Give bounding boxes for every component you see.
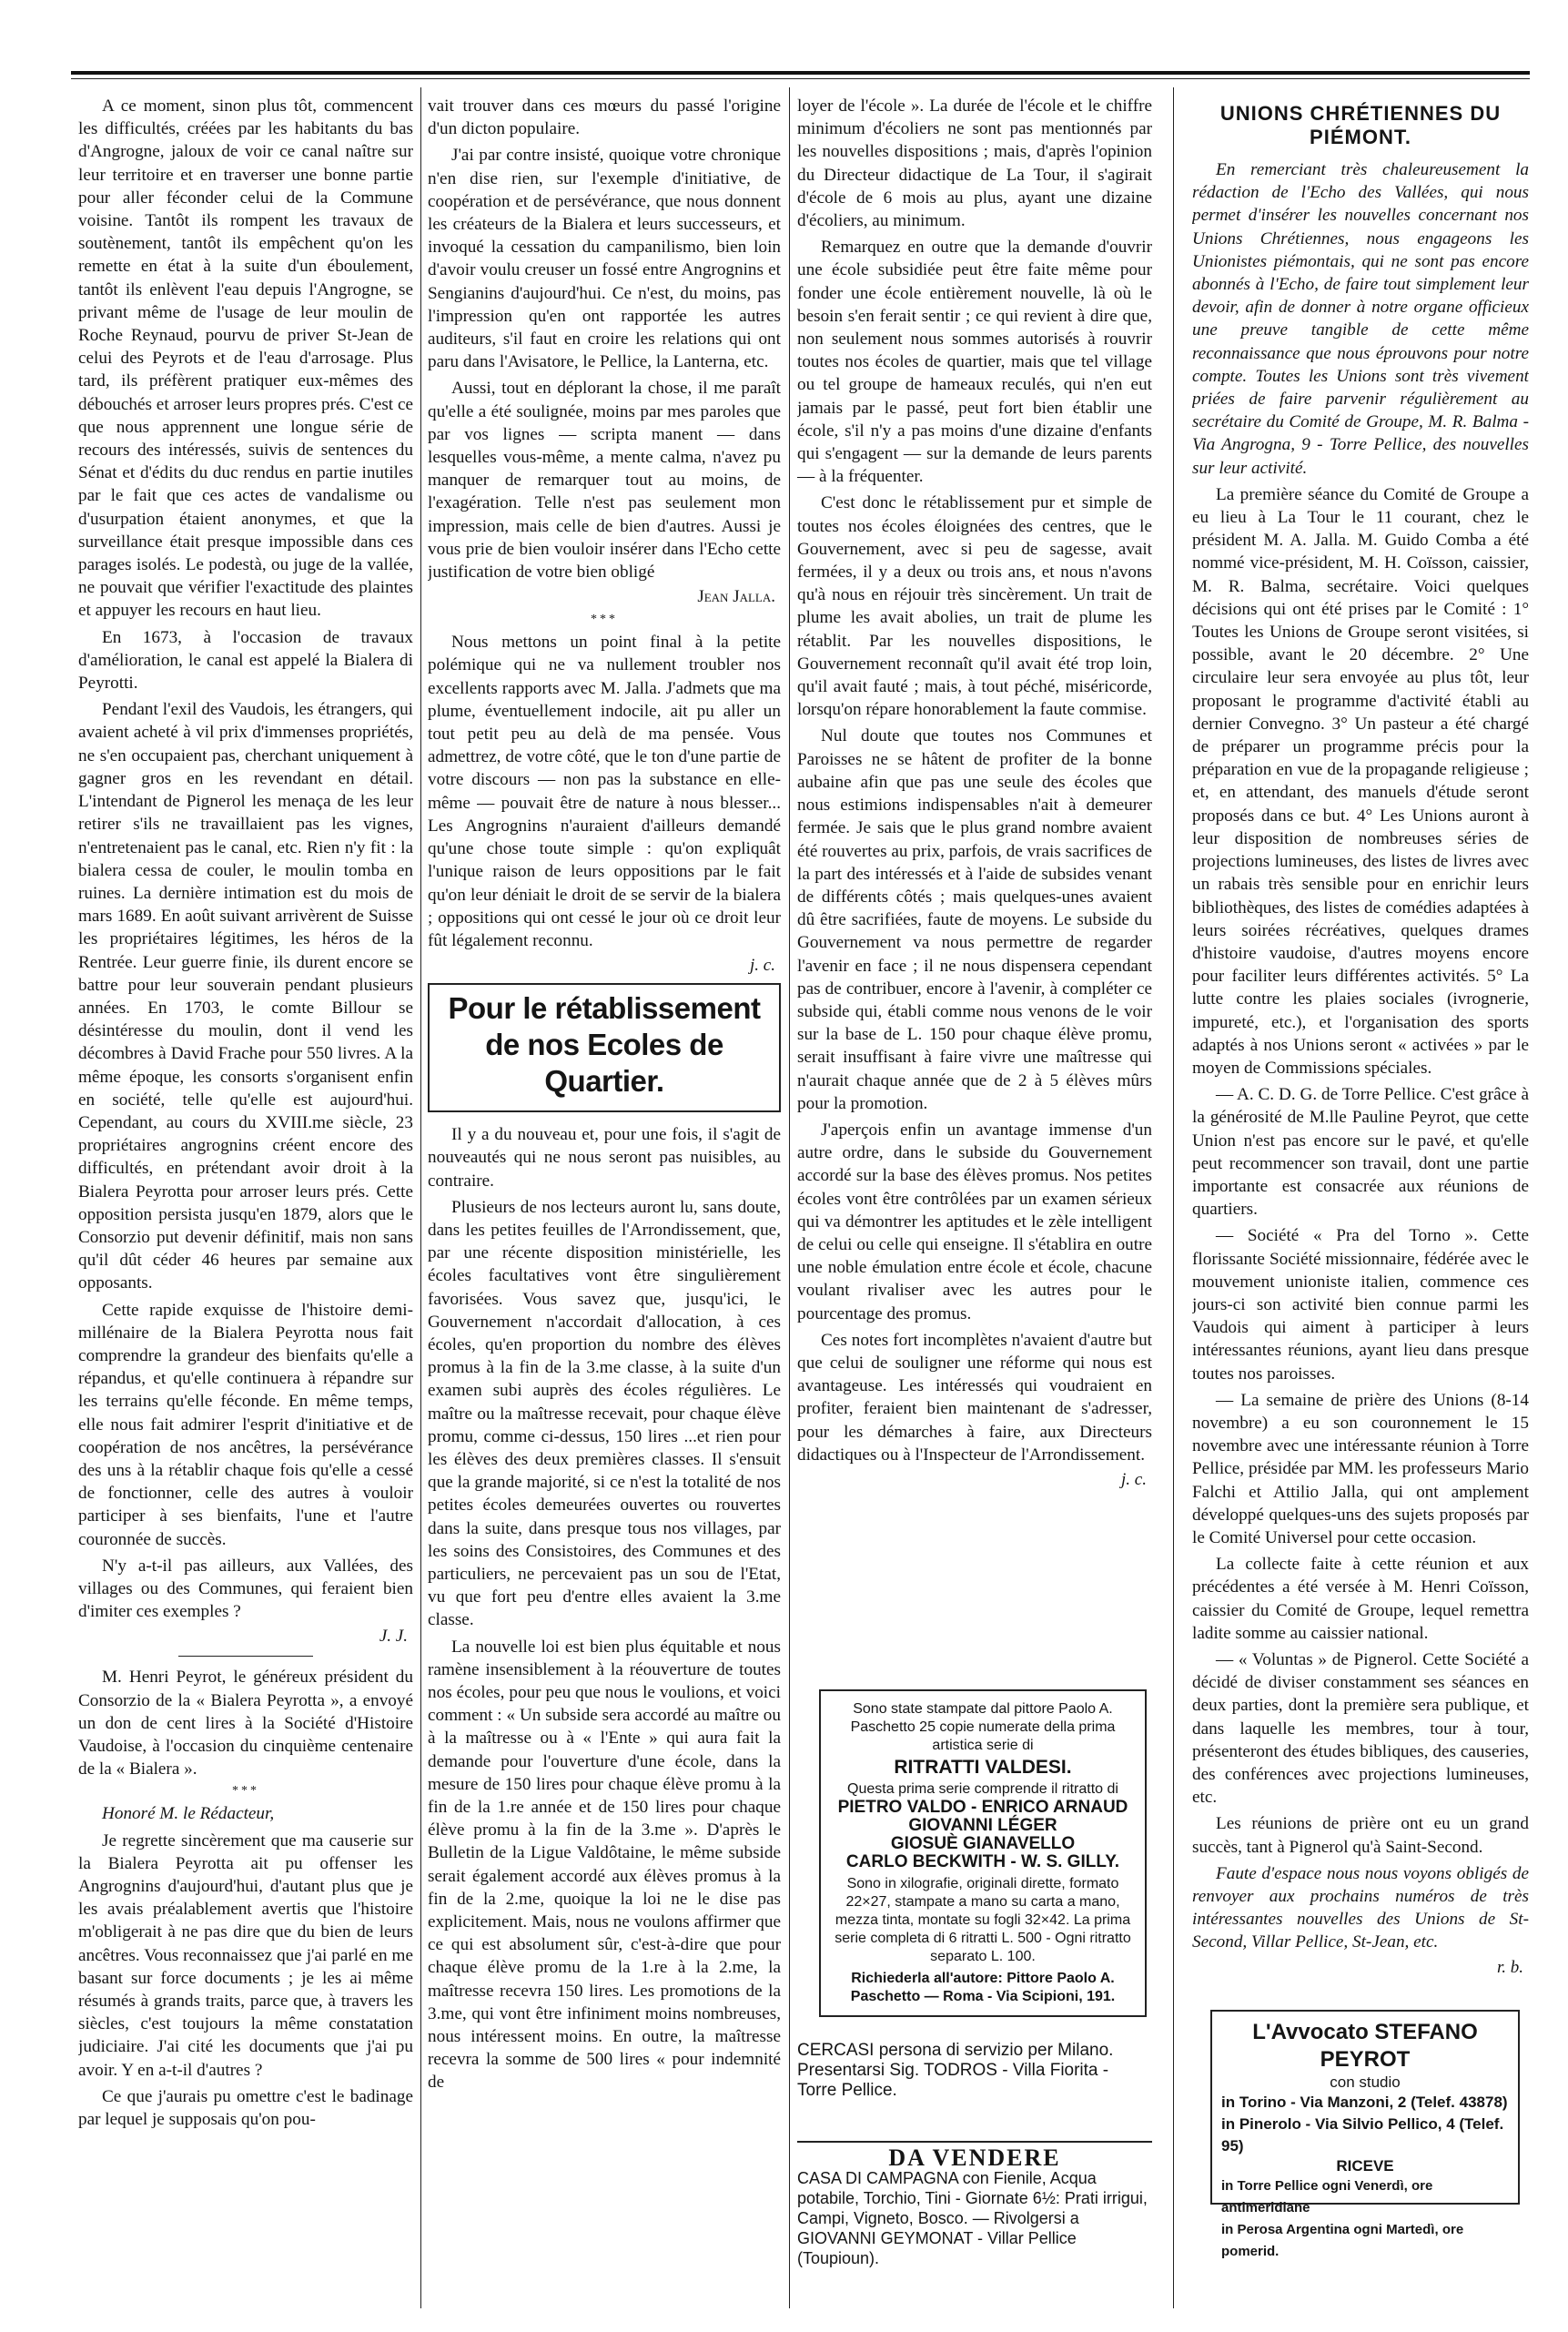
asterism: *** — [232, 1784, 259, 1799]
ad-avvocato-name: L'Avvocato STEFANO PEYROT — [1252, 2020, 1478, 2072]
intro-paragraph: En remerciant très chaleureusement la rédaction de l'Echo des Vallées, qui nous permet d'insérer les nouvelles concernant nos Unions Chrétiennes, nous engageons les Unionistes piémontais, qui ne sont pas encore abonnés à l'Echo, de faire tout simplement leur devoir, afin de donner à notre organe officieux une preuve tangible de cette même reconnaissance que nous éprouvons pour notre compte. Toutes les Unions sont très vivement priées de faire parvenir régulièrement au secrétaire du Comité de Groupe, M. R. Balma - Via Angrogna, 9 - Torre Pellice, des nouvelles sur leur activité. — [1192, 160, 1529, 478]
column-rule — [420, 87, 421, 2308]
ad-footer: Richiederla all'autore: Pittore Paolo A. Paschetto — Roma - Via Scipioni, 191. — [850, 1971, 1116, 2004]
paragraph: Plusieurs de nos lecteurs auront lu, sans doute, dans les petites feuilles de l'Arrondissement, que, par une récente disposition ministérielle, les écoles facultatives vont être singulièrement favorisées. Vous savez que, jusqu'ici, le Gouvernement n'accordait d'allocation, à ces écoles, qu'en proportion du nombre des élèves promus à la fin de la 3.me classe, à la suite d'un examen subi auprès des écoles régulières. Le maître ou la maîtresse recevait, pour chaque élève promu, comme ci-dessus, 150 lires ...et rien pour les élèves des deux premières classes. Il s'ensuit que la grande majorité, si ce n'est la totalité de nos petites écoles demeurées ouvertes ou rouvertes dans la suite, dans presque tous nos villages, par les soins des Consistoires, des Communes et des particuliers, ne percevaient pas un sou de l'Etat, vu que fort peu d'entre elles avaient la 3.me classe. — [428, 1197, 781, 1630]
asterism: *** — [591, 613, 618, 627]
ad-vendere-text: CASA DI CAMPAGNA con Fienile, Acqua potabile, Torchio, Tini - Giornate 6½: Prati irrigui, Campi, Vigneto, Bosco. — Rivolgersi a GIOVANNI GEYMONAT - Villar Pellice (Toupioun). — [797, 2169, 1148, 2267]
paragraph: Nous mettons un point final à la petite polémique qui ne va nullement troubler nos excellents rapports avec M. Jalla. J'admets que ma plume, éventuellement indocile, ait pu aller un tout petit peu au delà de ma pensée. Vous admettrez, de votre côté, que le ton d'une partie de votre discours — non pas la substance en elle-même — pouvait être de nature à nous blesser... Les Angrognins n'auraient d'ailleurs demandé qu'une chose toute simple : qu'on expliquât l'unique raison de leurs oppositions par le fait qu'on leur déniait le droit de se servir de la bialera ; oppositions qui ont cessé le jour où ce droit leur fût légalement reconnu. — [428, 633, 781, 950]
signature: r. b. — [1496, 1957, 1523, 1977]
paragraph: — « Voluntas » de Pignerol. Cette Société a décidé de diviser constamment ses séances en deux parties, dont la première sera publique, et dans laquelle les membres, tour à tour, présenteront des études bibliques, des causeries, des conférences avec projections lumineuses, etc. — [1192, 1650, 1529, 1808]
signature: J. J. — [379, 1627, 408, 1647]
top-rule — [71, 71, 1530, 75]
column-3 — [797, 95, 1152, 1678]
paragraph: M. Henri Peyrot, le généreux président du Consorzio de la « Bialera Peyrotta », a envoyé un don de cent lires à la Société d'Histoire Vaudoise, à l'occasion du cinquième centenaire de la « Bialera ». — [78, 1668, 413, 1779]
paragraph: Les réunions de prière ont eu un grand succès, tant à Pignerol qu'à Saint-Second. — [1192, 1814, 1529, 1857]
ad-names: PIETRO VALDO - ENRICO ARNAUD — [837, 1798, 1128, 1817]
signature: j. c. — [1121, 1469, 1147, 1489]
paragraph: Je regrette sincèrement que ma causerie sur la Bialera Peyrotta ait pu offenser les Angrognins d'aujourd'hui, d'autant plus que je les avais préalablement avertis que l'histoire m'obligerait à ne pas dire que du bien de leurs ancêtres. Vous reconnaissez que j'ai parlé en me basant sur force documents ; je les ai même résumés à grands traits, parce que, à travers les siècles, c'est toujours la même constatation judiciaire. J'ai cité les documents que j'ai pu avoir. Y en a-t-il d'autres ? — [78, 1830, 413, 2080]
ad-avvocato-torino: in Torino - Via Manzoni, 2 (Telef. 43878) — [1221, 2094, 1508, 2111]
headline: de nos Ecoles de Quartier. — [485, 1028, 723, 1099]
paragraph: Il y a du nouveau et, pour une fois, il s'agit de nouveautés qui ne nous seront pas nuisibles, au contraire. — [428, 1125, 781, 1191]
ad-body: Sono in xilografie, originali dirette, formato 22×27, stampate a mano su carta a mano, mezza tinta, montate su fogli 32×42. La prima serie completa di 6 ritratti L. 500 - Ogni ritratto separato L. 100. — [835, 1876, 1131, 1964]
top-rule-thin — [71, 78, 1530, 79]
section-title: UNIONS CHRÉTIENNES DU PIÉMONT. — [1219, 102, 1502, 148]
paragraph: loyer de l'école ». La durée de l'école et le chiffre minimum d'écoliers ne sont pas mentionnés par les nouvelles dispositions ; mais, d'après l'opinion du Directeur didactique de La Tour, il s'agirait d'école de 6 mois au plus, ayant une dizaine d'écoliers, au minimum. — [797, 96, 1152, 231]
column-rule — [1173, 87, 1174, 2308]
ad-avvocato-torre: in Torre Pellice ogni Venerdì, ore antimeridiane — [1221, 2178, 1433, 2215]
paragraph: Nul doute que toutes nos Communes et Paroisses ne se hâtent de profiter de la bonne aubaine afin que pas une seule des écoles que nous estimions indispensables n'ait à demeurer fermée. Je sais que le plus grand nombre avaient été rouvertes au prix, parfois, de vrais sacrifices de la part des intéressés et à l'aide de subsides venant de différents côtés ; mais quelques-unes avaient dû être sacrifiées, faute de moyens. Le subside du Gouvernement va nous permettre de regarder l'avenir en face ; il ne nous dispensera cependant pas de contribuer, encore à l'avenir, à compléter ce subside qui, établi comme nous venons de le voir sur la base de L. 150 pour chaque élève promu, serait insuffisant à faire vivre une maîtresse qui n'aurait chaque année que de 2 à 5 élèves mûrs pour la promotion. — [797, 726, 1152, 1113]
salutation: Honoré M. le Rédacteur, — [102, 1804, 275, 1824]
headline: Pour le rétablissement — [448, 991, 761, 1026]
column-4 — [1192, 95, 1529, 1997]
paragraph: — A. C. D. G. de Torre Pellice. C'est grâce à la générosité de M.lle Pauline Peyrot, que cette Union n'est pas encore sur le pavé, et qu'elle peut recommencer son travail, dont une partie importante est consacrée aux réunions de quartiers. — [1192, 1085, 1529, 1220]
ad-avvocato — [1210, 2010, 1520, 2259]
ad-avvocato-perosa: in Perosa Argentina ogni Martedì, ore pomerid. — [1221, 2222, 1464, 2259]
signature: Jean Jalla. — [697, 587, 775, 607]
ad-cercasi — [797, 2041, 1152, 2101]
ad-title: RITRATTI VALDESI. — [894, 1757, 1072, 1778]
ad-avvocato-pinerolo: in Pinerolo - Via Silvio Pellico, 4 (Telef. 95) — [1221, 2115, 1504, 2155]
ad-names: CARLO BECKWITH - W. S. GILLY. — [845, 1852, 1120, 1871]
column-1 — [78, 95, 413, 2316]
ad-intro: Sono state stampate dal pittore Paolo A. Paschetto 25 copie numerate della prima artistica serie di — [850, 1701, 1116, 1753]
paragraph: — Société « Pra del Torno ». Cette florissante Société missionnaire, fédérée avec le mouvement unioniste italien, commence ces jours-ci son activité bien connue parmi les Vaudois qui aiment à participer à leurs intéressantes réunions, ayant lieu dans presque toutes nos paroisses. — [1192, 1226, 1529, 1384]
paragraph: J'aperçois enfin un avantage immense d'un autre ordre, dans le subside du Gouvernement accordé sur la base des élèves promus. Nos petites écoles vont être contrôlées par un examen sérieux qui va démontrer les aptitudes et le zèle intelligent de celui ou celle qui enseigne. Il s'établira en outre une noble émulation entre école et école, chacune voulant rivaliser avec les autres pour le pourcentage des promus. — [797, 1120, 1152, 1323]
paragraph: La première séance du Comité de Groupe a eu lieu à La Tour le 11 courant, chez le président M. A. Jalla. M. Guido Comba a été nommé vice-président, M. H. Coïsson, caissier, M. R. Balma, secrétaire. Voici quelques décisions qui ont été prises par le Comité : 1° Toutes les Unions de Groupe seront visitées, si possible, avant le 20 décembre. 2° Une circulaire leur sera envoyée au plus tôt, leur proposant le programme d'activité établi au dernier Convegno. 3° Un pasteur a été chargé de préparer un programme précis pour la préparation en vue de la propagande religieuse ; et, en attendant, des manuels d'étude seront proposés dans ce but. 4° Les Unions auront à leur disposition de nombreuses séries de projections lumineuses, des listes de livres avec un rabais très sensible pour en enrichir leurs bibliothèques, des listes de comédies adaptées à leurs soirées récréatives, quelques drames d'histoire vaudoise, d'autres moyens encore pour faciliter leurs différentes activités. 5° La lutte contre les plaies sociales (ivrognerie, impureté, etc.), et l'organisation des sports adaptés à nos Unions seront « activées » par le moyen de Commissions spéciales. — [1192, 484, 1529, 1078]
column-rule — [789, 87, 790, 2308]
paragraph: Cette rapide exquisse de l'histoire demi-millénaire de la Bialera Peyrotta nous fait comprendre la grandeur des bienfaits qu'elle a répandus, et qu'elle continuera à répandre sur les terrains qu'elle féconde. En même temps, elle nous fait admirer l'esprit d'initiative et de coopération de nos ancêtres, la persévérance des uns à la rétablir chaque fois qu'elle a cessé de fonctionner, celle des autres à vouloir participer à ses bienfaits, l'une et l'autre couronnée de succès. — [78, 1300, 413, 1549]
paragraph: A ce moment, sinon plus tôt, commencent les difficultés, créées par les habitants du bas d'Angrogne, jaloux de voir ce canal naître sur leur territoire et en traverser une bonne partie pour aller féconder celui de la Commune voisine. Tantôt ils rompent les travaux de soutènement, tantôt ils empêchent qu'on les remette en état à la suite d'un éboulement, tantôt ils enlèvent l'eau depuis l'Angrogne, se privant même de l'usage de leur moulin de Roche Reynaud, pourvu de priver St-Jean de celui des Peyrots et de l'eau d'arrosage. Plus tard, ils préfèrent pratiquer eux-mêmes des débouchés et arroser leurs propres prés. C'est ce que nous apprennent une longue série de recours des intéressés, suivis de sentences du Sénat et d'édits du duc rendus en partie inutiles par le fait que ces actes de vandalisme ou d'usurpation étaient anonymes, et que la surveillance était presque impossible dans ces parages isolés. Le podestà, ou juge de la vallée, ne pouvait que vérifier l'exactitude des plaintes et appuyer les recours en haut lieu. — [78, 96, 413, 621]
ad-names: GIOSUÈ GIANAVELLO — [890, 1834, 1076, 1853]
ad-names: GIOVANNI LÉGER — [908, 1816, 1057, 1835]
paragraph: Ces notes fort incomplètes n'avaient d'autre but que celui de souligner une réforme qui nous est avantageuse. Les intéressés qui voudraient en profiter, feraient bien maintenant de s'adresser, pour les démarches à faire, aux Directeurs didactiques ou à l'Inspecteur de l'Arrondissement. — [797, 1330, 1152, 1465]
paragraph: La nouvelle loi est bien plus équitable et nous ramène insensiblement à la réouverture de toutes nos écoles, pour peu que nous le voulions, et voici comment : « Un subside sera accordé au maître ou à la maîtresse ou à « l'Ente » qui aura fait la demande pour l'ouverture d'une école, dans la mesure de 150 lires pour chaque élève promu à la fin de la 1.re année et de 150 lires pour chaque élève promu à la fin de la 3.me ». D'après le Bulletin de la Ligue Valdôtaine, le même subside serait également accordé aux élèves promus à la fin de la 2.me, quoique la loi ne le dise pas explicitement. Mais, nous ne voulons affirmer que ce qui est absolument sûr, c'est-à-dire que pour chaque élève promu de la 1.re à la 2.me, la maîtresse recevra 150 lires. Les promotions de la 3.me, qui vont être infiniment moins nombreuses, nous intéressent moins. En outre, la maîtresse recevra la somme de 500 lires « pour indemnité de — [428, 1637, 781, 2093]
ad-sub: Questa prima serie comprende il ritratto di — [847, 1781, 1118, 1797]
headline-box — [428, 983, 781, 1112]
paragraph: La collecte faite à cette réunion et aux précédentes a été versée à M. Henri Coïsson, caissier du Comité de Groupe, lequel remettra ladite somme au caissier national. — [1192, 1555, 1529, 1643]
ad-vendere — [797, 2141, 1152, 2268]
paragraph: Remarquez en outre que la demande d'ouvrir une école subsidiée peut être faite même pour fonder une école entièrement nouvelle, là où le besoin s'en ferait sentir ; ce qui revient à dire que, non seulement nous sommes autorisés à rouvrir toutes nos écoles de quartier, mais que tel village ou tel groupe de hameaux reculés, qui n'en eut jamais par le passé, peut fort bien établir une école, s'il n'y a pas moins d'une dizaine d'enfants qui s'engagent — sur la demande de leurs parents — à la fréquenter. — [797, 238, 1152, 487]
paragraph: Faute d'espace nous nous voyons obligés de renvoyer aux prochains numéros de très intéressantes nouvelles des Unions de St-Second, Villar Pellice, St-Jean, etc. — [1192, 1863, 1529, 1952]
signature: j. c. — [750, 956, 775, 976]
paragraph: En 1673, à l'occasion de travaux d'amélioration, le canal est appelé la Bialera di Peyrotti. — [78, 627, 413, 694]
ad-ritratti — [819, 1689, 1147, 2017]
paragraph: — La semaine de prière des Unions (8-14 novembre) a eu son couronnement le 15 novembre avec une intéressante réunion à Torre Pellice, présidée par MM. les professeurs Mario Falchi et Attilio Jalla, qui ont amplement développé quelques-uns des sujets proposés par le Comité Universel pour cette occasion. — [1192, 1390, 1529, 1547]
paragraph: J'ai par contre insisté, quoique votre chronique n'en dise rien, sur l'exemple d'initiative, de coopération et de persévérance, que nous donnent les créateurs de la Bialera et leurs successeurs, et invoqué la cessation du campanilismo, bien loin d'avoir voulu creuser un fossé entre Angrognins et Sengianins d'aujourd'hui. Ce n'est, du moins, pas l'impression qu'en ont rapportée les autres auditeurs, s'il faut en croire les relations qui ont paru dans l'Avisatore, le Pellice, la Lanterna, etc. — [428, 146, 781, 372]
ad-cercasi-text: CERCASI persona di servizio per Milano. Presentarsi Sig. TODROS - Villa Fiorita - Torre Pellice. — [797, 2041, 1114, 2100]
paragraph: Pendant l'exil des Vaudois, les étrangers, qui avaient acheté à vil prix d'immenses propriétés, ne s'en occupaient pas, cherchant uniquement à gagner gros en les revendant en détail. L'intendant de Pignerol les menaça de les leur retirer s'ils ne travaillaient pas les vignes, n'entretenaient pas le canal, etc. Rien n'y fit : la bialera cessa de couler, le moulin tomba en ruines. La dernière intimation est du mois de mars 1689. En août suivant arrivèrent de Suisse les propriétaires légitimes, les héros de la Rentrée. Leur guerre finie, ils durent encore se battre pour leur souverain pendant plusieurs années. En 1703, le comte Billour se désintéresse du moulin, dont il vend les décombres à David Frache pour 550 livres. A la même époque, les consorts s'organisent enfin en société, telle qu'elle est aujourd'hui. Cependant, au cours du XVIII.me siècle, 23 propriétaires angrognins créent encore des difficultés, en prétendant avoir droit à la Bialera Peyrotta pour arroser leurs prés. Cette opposition persista jusqu'en 1879, alors que le Consorzio put devenir définitif, mais non sans qu'il dût céder 46 heures par semaine aux opposants. — [78, 700, 413, 1293]
paragraph: C'est donc le rétablissement pur et simple de toutes nos écoles éloignées des centres, que le Gouvernement, avec si peu de sagesse, avait fermées, il y a deux ou trois ans, et nous n'avons qu'à nous en réjouir très sincèrement. Un trait de plume les avait abolies, un trait de plume les rétablit. Par les nouvelles dispositions, le Gouvernement reconnaît qu'il avait été trop loin, qu'il avait fauté ; mais, à tout péché, miséricorde, lorsqu'on répare honorablement la faute commise. — [797, 493, 1152, 720]
paragraph: N'y a-t-il pas ailleurs, aux Vallées, des villages ou des Communes, qui feraient bien d'imiter ces exemples ? — [78, 1556, 413, 1622]
paragraph: vait trouver dans ces mœurs du passé l'origine d'un dicton populaire. — [428, 96, 781, 139]
column-2 — [428, 95, 781, 2316]
ad-avvocato-studio: con studio — [1330, 2073, 1401, 2091]
ad-avvocato-riceve: RICEVE — [1336, 2157, 1394, 2175]
ad-vendere-title: DA VENDERE — [888, 2144, 1061, 2171]
paragraph: Ce que j'aurais pu omettre c'est le badinage par lequel je supposais qu'on pou- — [78, 2086, 413, 2130]
paragraph: Aussi, tout en déplorant la chose, il me paraît qu'elle a été soulignée, moins par mes paroles que par vos lignes — scripta manent — dans lesquelles vous-même, a mente calma, n'avez pu manquer de remarquer tout au moins, de l'exagération. Telle n'est pas seulement mon impression, mais celle de bien d'autres. Aussi je vous prie de bien vouloir insérer dans l'Echo cette justification de votre bien obligé — [428, 379, 781, 583]
divider — [178, 1656, 312, 1657]
